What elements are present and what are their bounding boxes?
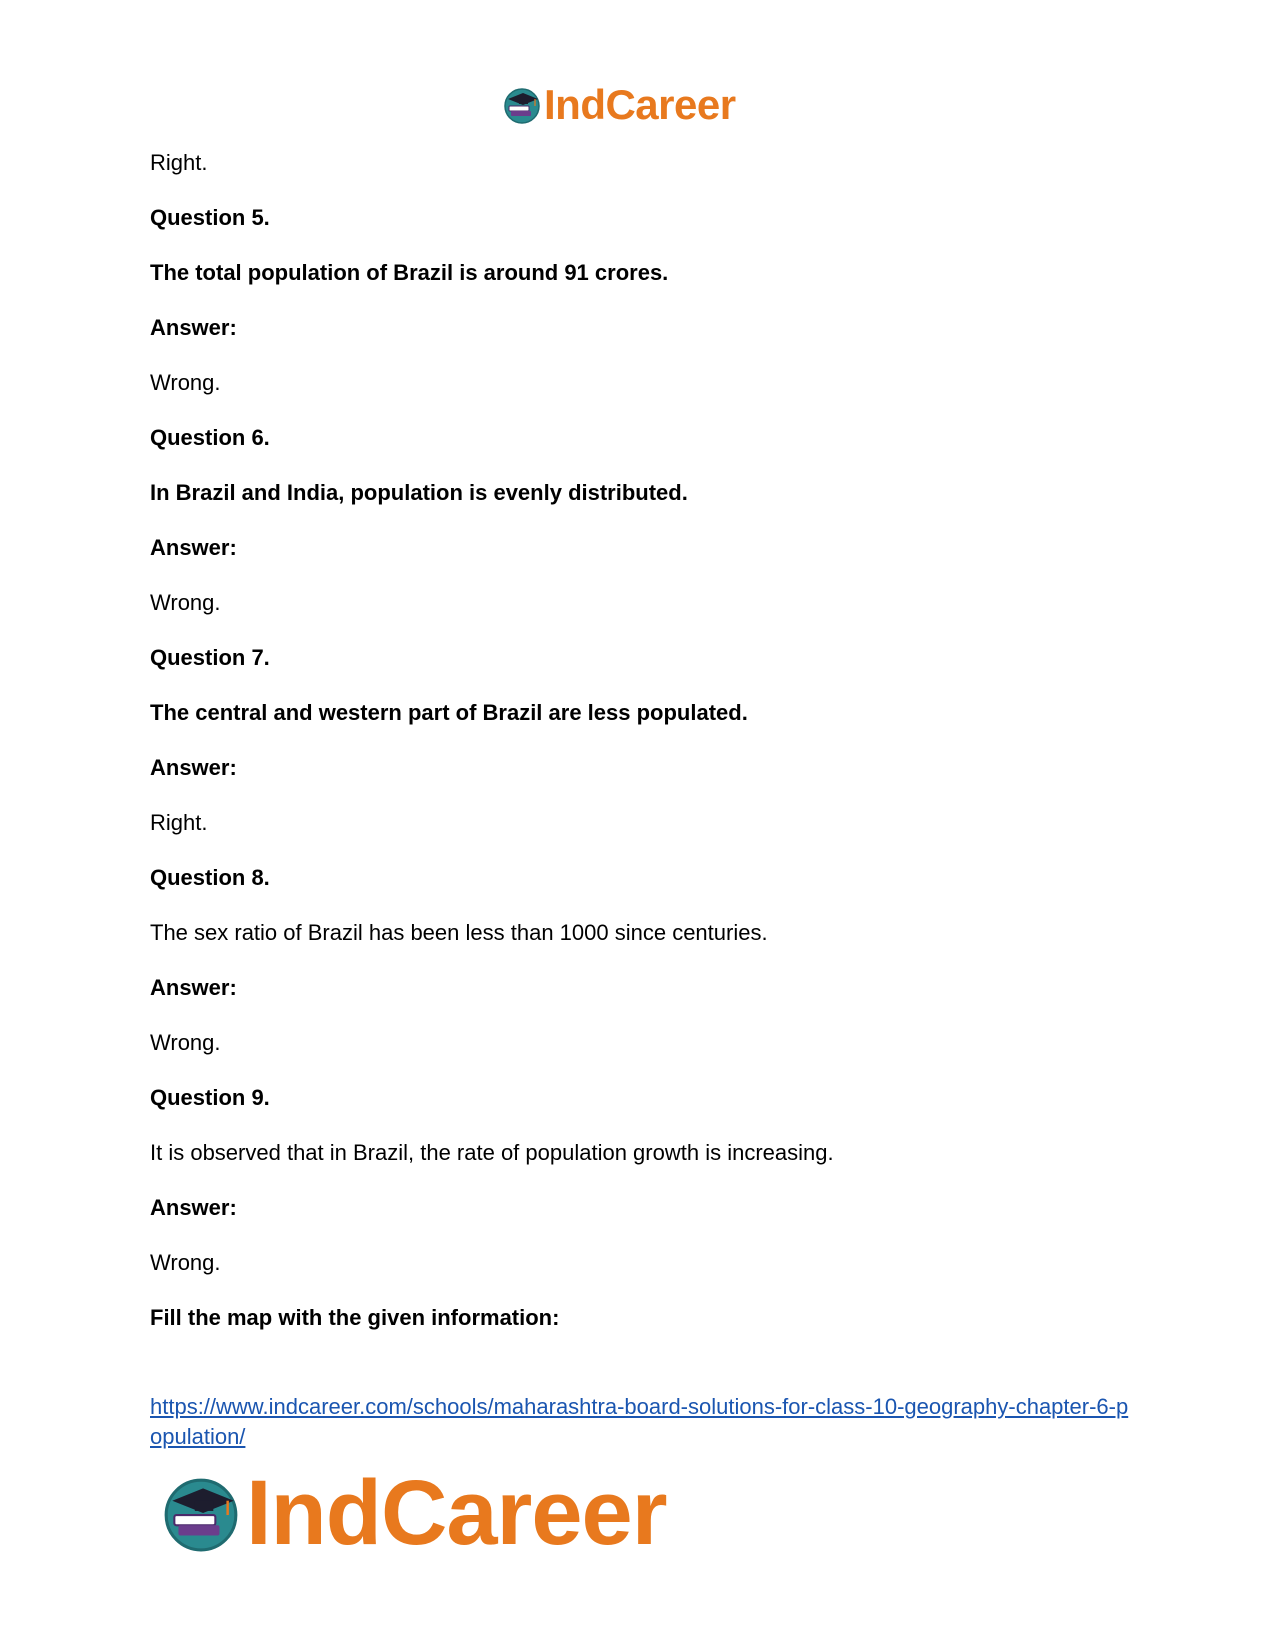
bold-text-line: The central and western part of Brazil are less populated.	[150, 700, 748, 725]
bold-text-line: In Brazil and India, population is evenly distributed.	[150, 480, 688, 505]
bold-text-line: Question 6.	[150, 425, 270, 450]
text-line: Right.	[150, 150, 208, 175]
bold-text-line: Answer:	[150, 755, 237, 780]
source-url-link[interactable]: https://www.indcareer.com/schools/maharashtra-board-solutions-for-class-10-geography-chapter-6-population/	[150, 1394, 1129, 1449]
spacer	[150, 1358, 1140, 1392]
bold-text-line: Answer:	[150, 975, 237, 1000]
bold-text-line: Answer:	[150, 315, 237, 340]
footer-logo	[160, 1462, 667, 1564]
document-body	[150, 148, 1140, 1452]
bold-text-line: Answer:	[150, 535, 237, 560]
text-line: Wrong.	[150, 1250, 221, 1275]
bold-text-line: Answer:	[150, 1195, 237, 1220]
graduation-cap-books-globe-icon	[502, 85, 542, 125]
bold-text-line: The total population of Brazil is around 91 crores.	[150, 260, 669, 285]
text-line: Wrong.	[150, 370, 221, 395]
header-logo-text: IndCareer	[544, 81, 736, 128]
text-line: Right.	[150, 810, 208, 835]
header-logo	[502, 80, 736, 130]
footer-logo-text: IndCareer	[246, 1462, 667, 1564]
bold-text-line: Question 7.	[150, 645, 270, 670]
text-line: The sex ratio of Brazil has been less than 1000 since centuries.	[150, 920, 768, 945]
graduation-cap-books-globe-icon	[160, 1472, 242, 1554]
bold-text-line: Question 5.	[150, 205, 270, 230]
text-line: Wrong.	[150, 1030, 221, 1055]
bold-text-line: Question 9.	[150, 1085, 270, 1110]
text-line: Wrong.	[150, 590, 221, 615]
bold-text-line: Fill the map with the given information:	[150, 1305, 560, 1330]
text-line: It is observed that in Brazil, the rate of population growth is increasing.	[150, 1140, 834, 1165]
bold-text-line: Question 8.	[150, 865, 270, 890]
